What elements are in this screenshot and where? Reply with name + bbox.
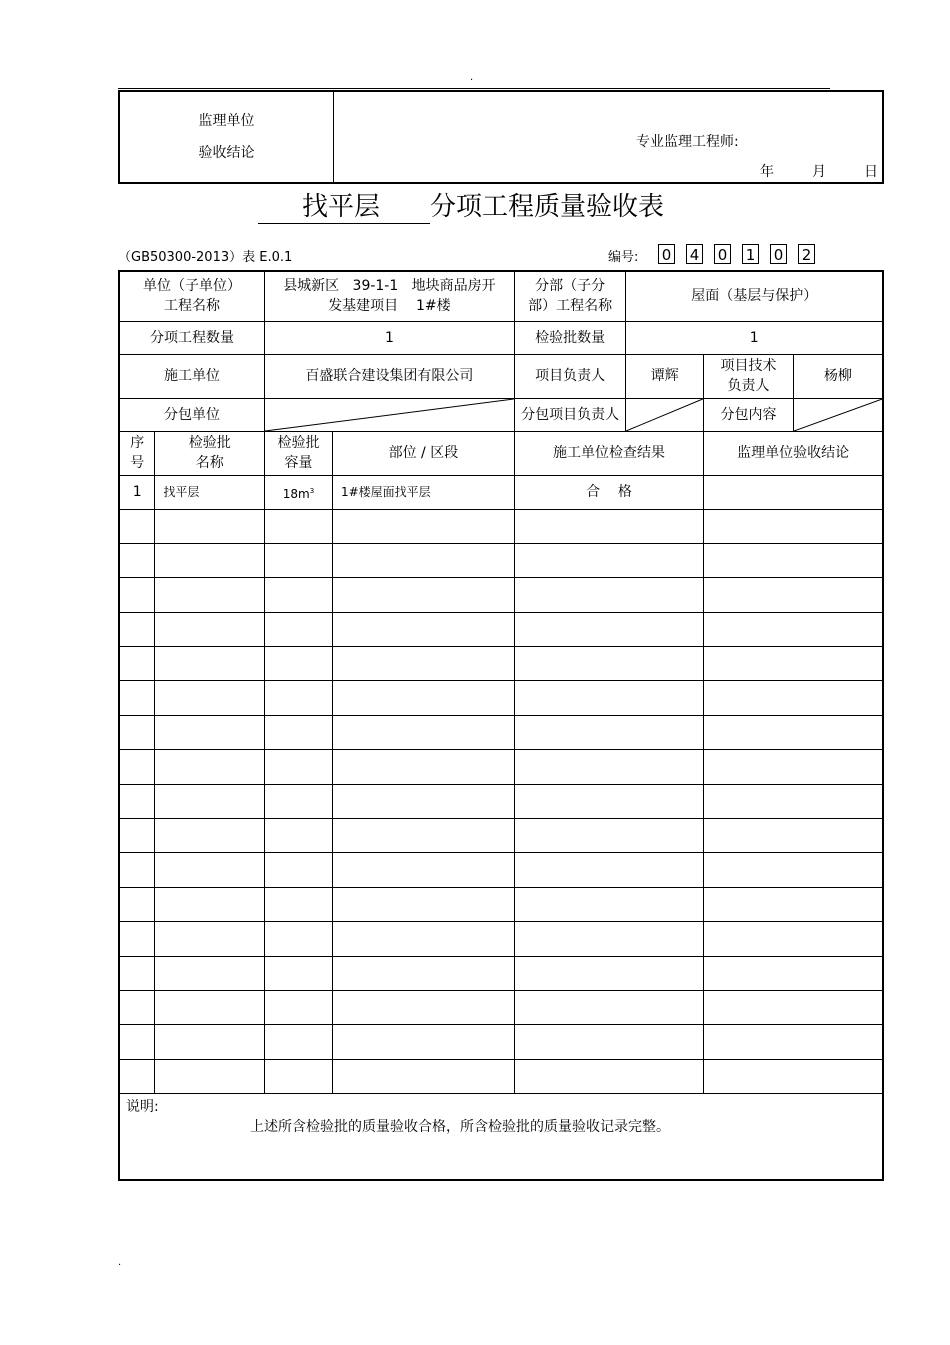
table-cell [119,750,155,784]
row-name: 找平层 [155,475,265,509]
table-cell [119,956,155,990]
table-cell [265,990,333,1024]
table-cell [704,990,883,1024]
pm-label: 项目负责人 [514,354,626,398]
table-cell [155,509,265,543]
table-cell [514,612,703,646]
notes-text: 上述所含检验批的质量验收合格，所含检验批的质量验收记录完整。 [250,1119,670,1136]
sub-label: 分包单位 [119,398,265,431]
standard-code: （GB50300-2013）表 E.0.1 [118,250,293,265]
diagonal-line [626,399,703,431]
bottom-dot: . [118,1257,122,1268]
table-cell [514,509,703,543]
table-cell [704,612,883,646]
col-name-line1: 检验批 [188,435,231,451]
acceptance-table [118,270,884,1181]
unit-label [119,271,265,321]
top-rule [118,88,830,89]
table-cell [514,922,703,956]
table-cell [155,990,265,1024]
table-cell [332,647,514,681]
table-cell [265,819,333,853]
table-cell [119,887,155,921]
table-cell [332,784,514,818]
batch-count-label: 检验批数量 [514,321,626,354]
subdiv-value: 屋面（基层与保护） [626,271,883,321]
col-check: 施工单位检查结果 [514,431,703,475]
tech-label [704,354,794,398]
table-cell [332,509,514,543]
col-no-line2: 号 [130,455,145,471]
table-cell [119,819,155,853]
date-year: 年 [760,164,774,180]
notes-label: 说明: [126,1099,159,1116]
table-cell [704,509,883,543]
number-digit: 1 [742,244,759,264]
table-cell [155,784,265,818]
table-cell [704,819,883,853]
row-no: 1 [119,475,155,509]
top-dot: . [470,72,474,83]
table-cell [332,853,514,887]
number-digit: 2 [798,244,815,264]
table-cell [119,922,155,956]
sub-value-empty [265,398,515,431]
table-cell [119,612,155,646]
table-cell [332,681,514,715]
table-cell [155,819,265,853]
engineer-label: 专业监理工程师: [636,134,739,150]
table-row [119,922,883,956]
unit-label-line1: 单位（子单位） [143,278,241,295]
page-title [258,186,664,224]
row-capacity-sup: 3 [309,486,315,495]
table-cell [704,647,883,681]
row-accept [704,475,883,509]
table-cell [514,578,703,612]
table-cell [514,681,703,715]
table-cell [265,681,333,715]
col-part: 部位 / 区段 [332,431,514,475]
col-accept: 监理单位验收结论 [704,431,883,475]
subdiv-label [514,271,626,321]
table-cell [704,543,883,577]
table-cell [155,543,265,577]
table-cell [514,543,703,577]
table-row [119,509,883,543]
table-cell [332,750,514,784]
table-cell [514,1059,703,1093]
table-cell [332,819,514,853]
table-cell [265,1059,333,1093]
table-cell [332,1025,514,1059]
table-cell [704,578,883,612]
table-cell [265,509,333,543]
diagonal-line [794,399,882,431]
number-digit: 0 [714,244,731,264]
table-cell [265,715,333,749]
table-cell [704,750,883,784]
table-cell [514,784,703,818]
table-cell [119,990,155,1024]
table-cell [119,543,155,577]
table-cell [704,1059,883,1093]
sub-content-value-empty [793,398,883,431]
unit-value [265,271,515,321]
sub-pm-value-empty [626,398,704,431]
unit-label-line2: 工程名称 [164,298,220,315]
contractor-value: 百盛联合建设集团有限公司 [265,354,515,398]
table-cell [332,715,514,749]
batch-count-value: 1 [626,321,883,354]
table-cell [119,647,155,681]
table-cell [332,990,514,1024]
table-cell [332,1059,514,1093]
table-cell [332,956,514,990]
table-cell [155,887,265,921]
table-cell [265,612,333,646]
table-cell [265,1025,333,1059]
table-cell [514,750,703,784]
table-cell [704,1025,883,1059]
table-cell [155,922,265,956]
table-cell [155,612,265,646]
table-row [119,543,883,577]
pm-value: 谭辉 [626,354,704,398]
number-digit: 4 [686,244,703,264]
table-row [119,612,883,646]
table-cell [332,612,514,646]
table-cell [514,715,703,749]
table-cell [265,750,333,784]
table-row [119,1059,883,1093]
table-cell [155,1059,265,1093]
table-cell [265,853,333,887]
date-day: 日 [864,164,878,180]
table-cell [332,578,514,612]
table-cell [514,956,703,990]
table-cell [265,578,333,612]
table-cell [119,853,155,887]
item-count-label: 分项工程数量 [119,321,265,354]
tech-value: 杨柳 [793,354,883,398]
table-row [119,784,883,818]
subdiv-label-line1: 分部（子分 [535,278,606,295]
table-cell [704,853,883,887]
table-cell [265,922,333,956]
table-row [119,681,883,715]
table-row [119,990,883,1024]
col-capacity-line2: 容量 [284,455,313,471]
supervision-content [334,91,884,183]
table-row [119,853,883,887]
table-cell [119,715,155,749]
table-row [119,819,883,853]
supervision-block [118,90,884,184]
table-cell [265,647,333,681]
table-cell [155,956,265,990]
table-row [119,578,883,612]
table-cell [119,1025,155,1059]
row-part: 1#楼屋面找平层 [332,475,514,509]
table-cell [155,715,265,749]
tech-label-line1: 项目技术 [720,358,777,374]
table-cell [155,750,265,784]
title-underlined: 找平层 [258,186,430,224]
table-cell [704,887,883,921]
table-cell [119,784,155,818]
col-name-line2: 名称 [195,455,224,471]
sub-pm-label: 分包项目负责人 [514,398,626,431]
table-cell [332,922,514,956]
table-cell [514,647,703,681]
col-no [119,431,155,475]
table-cell [514,853,703,887]
table-row [119,475,883,509]
table-cell [155,681,265,715]
table-cell [119,681,155,715]
number-label: 编号: [608,250,639,265]
table-cell [514,819,703,853]
table-row [119,647,883,681]
table-cell [265,543,333,577]
table-cell [704,922,883,956]
notes-cell [119,1094,883,1180]
table-cell [514,990,703,1024]
table-cell [704,681,883,715]
number-digit: 0 [658,244,675,264]
table-cell [514,887,703,921]
subdiv-label-line2: 部）工程名称 [528,298,613,315]
title-rest: 分项工程质量验收表 [430,192,665,222]
col-capacity-line1: 检验批 [277,435,320,451]
table-cell [704,784,883,818]
unit-value-line1: 县城新区 39-1-1 地块商品房开 [283,278,496,295]
col-capacity [265,431,333,475]
table-row [119,887,883,921]
table-cell [155,1025,265,1059]
diagonal-line [265,399,514,431]
table-cell [119,1059,155,1093]
contractor-label: 施工单位 [119,354,265,398]
table-cell [155,578,265,612]
table-cell [265,784,333,818]
col-name [155,431,265,475]
date-month: 月 [812,164,826,180]
supervision-label [119,91,334,183]
table-cell [704,715,883,749]
table-cell [332,543,514,577]
table-cell [514,1025,703,1059]
number-digit: 0 [770,244,787,264]
supervision-label-line1: 监理单位 [198,113,255,129]
table-cell [265,956,333,990]
sub-content-label: 分包内容 [704,398,794,431]
row-capacity-value: 18m [282,486,310,501]
col-no-line1: 序 [130,435,145,451]
unit-value-line2: 发基建项目 1#楼 [328,298,451,315]
table-row [119,750,883,784]
item-count-value: 1 [265,321,515,354]
supervision-label-line2: 验收结论 [198,145,255,161]
table-cell [119,509,155,543]
table-row [119,715,883,749]
table-cell [704,956,883,990]
table-cell [155,647,265,681]
row-check: 合 格 [514,475,703,509]
tech-label-line2: 负责人 [727,378,770,394]
table-cell [119,578,155,612]
table-cell [155,853,265,887]
table-cell [332,887,514,921]
table-row [119,1025,883,1059]
row-capacity [265,475,333,509]
number-digits [658,244,826,264]
table-row [119,956,883,990]
table-cell [265,887,333,921]
